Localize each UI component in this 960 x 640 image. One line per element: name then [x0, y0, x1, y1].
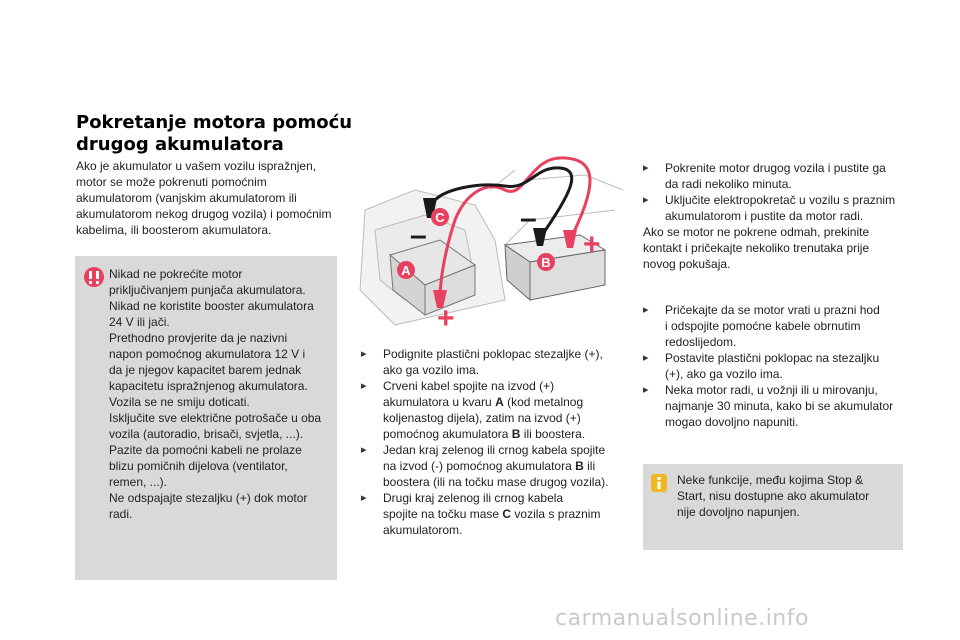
list-item: ▸ Podignite plastični poklopac stezaljke (+), ako ga vozilo ima. [361, 347, 603, 377]
bullet-icon: ▸ [361, 444, 367, 456]
minus-sign: – [410, 219, 427, 252]
list-item: ▸ Drugi kraj zelenog ili crnog kabela spojite na točku mase C vozila s praznim akumulatorom. [361, 491, 601, 537]
warning-line: radi. [109, 507, 133, 521]
warning-line: blizu pomičnih dijelova (ventilator, [109, 459, 288, 473]
bullet-icon: ▸ [361, 348, 367, 360]
list-item: ▸ Pričekajte da se motor vrati u prazni hod i odspojite pomoćne kabele obrnutim redoslijedom. [643, 303, 880, 349]
bullet-icon: ▸ [643, 194, 649, 206]
list-item: ▸ Crveni kabel spojite na izvod (+) akumulatora u kvaru A (kod metalnog koljenastog dijela), zatim na izvod (+) pomoćnog akumulatora B ili boostera. [361, 379, 586, 441]
title-line-1: Pokretanje motora pomoću [76, 112, 353, 133]
retry-paragraph: Ako se motor ne pokrene odmah, prekinite kontakt i pričekajte nekoliko trenutaka prije novog pokušaja. [643, 225, 870, 271]
minus-sign: – [520, 202, 537, 235]
watermark: carmanualsonline.info [555, 606, 809, 631]
page-title [76, 112, 366, 156]
steps-connect [361, 346, 641, 538]
jump-start-illustration [355, 150, 625, 330]
warning-line: Isključite sve električne potrošače u oba [109, 411, 322, 425]
list-item: ▸ Uključite elektropokretač u vozilu s praznim akumulatorom i pustite da motor radi. [643, 193, 896, 223]
warning-line: 24 V ili jači. [109, 315, 170, 329]
info-text: Neke funkcije, među kojima Stop & Start, nisu dostupne ako akumulator nije dovoljno napunjen. [677, 473, 870, 519]
bullet-icon: ▸ [361, 380, 367, 392]
intro-paragraph [76, 158, 338, 238]
bullet-icon: ▸ [643, 384, 649, 396]
bullet-icon: ▸ [643, 162, 649, 174]
label-b: B [541, 255, 551, 270]
warning-line: remen, ...). [109, 475, 168, 489]
intro-line: kabelima, ili boosterom akumulatora. [76, 223, 272, 237]
warning-line: Nikad ne pokrećite motor [109, 267, 243, 281]
warning-line: napon pomoćnog akumulatora 12 V i [109, 347, 306, 361]
plus-sign: + [437, 302, 455, 330]
warning-box [75, 256, 337, 580]
list-item: ▸ Postavite plastični poklopac na stezaljku (+), ako ga vozilo ima. [643, 351, 880, 381]
warning-text [109, 266, 335, 522]
list-item: ▸ Neka motor radi, u vožnji ili u mirovanju, najmanje 30 minuta, kako bi se akumulator mogao dovoljno napuniti. [643, 383, 894, 429]
intro-line: Ako je akumulator u vašem vozilu ispražnjen, [76, 159, 317, 173]
warning-line: priključivanjem punjača akumulatora. [109, 283, 306, 297]
label-c: C [435, 210, 445, 225]
steps-disconnect [643, 302, 943, 430]
steps-start [643, 160, 943, 224]
bullet-icon: ▸ [643, 352, 649, 364]
warning-line: vozila (autoradio, brisači, svjetla, ...). [109, 427, 304, 441]
bullet-icon: ▸ [643, 304, 649, 316]
info-box [643, 464, 903, 550]
warning-line: Nikad ne koristite booster akumulatora [109, 299, 314, 313]
intro-line: motor se može pokrenuti pomoćnim [76, 175, 267, 189]
list-item: ▸ Jedan kraj zelenog ili crnog kabela spojite na izvod (-) pomoćnog akumulatora B ili boostera (ili na točku mase drugog vozila). [361, 443, 609, 489]
warning-line: kapacitetu ispražnjenog akumulatora. [109, 379, 308, 393]
label-a: A [401, 263, 411, 278]
bullet-icon: ▸ [361, 492, 367, 504]
warning-icon [83, 266, 105, 288]
warning-line: Ne odspajajte stezaljku (+) dok motor [109, 491, 308, 505]
warning-line: da je njegov kapacitet barem jednak [109, 363, 302, 377]
warning-line: Vozila se ne smiju doticati. [109, 395, 250, 409]
list-item: ▸ Pokrenite motor drugog vozila i pustite ga da radi nekoliko minuta. [643, 161, 886, 191]
title-line-2: drugog akumulatora [76, 134, 284, 155]
intro-line: akumulatorom (vanjskim akumulatorom ili [76, 191, 297, 205]
intro-line: akumulatorom nekog drugog vozila) i pomoćnim [76, 207, 332, 221]
info-icon [651, 474, 667, 492]
warning-line: Pazite da pomoćni kabeli ne prolaze [109, 443, 302, 457]
plus-sign: + [583, 228, 601, 261]
warning-line: Prethodno provjerite da je nazivni [109, 331, 288, 345]
